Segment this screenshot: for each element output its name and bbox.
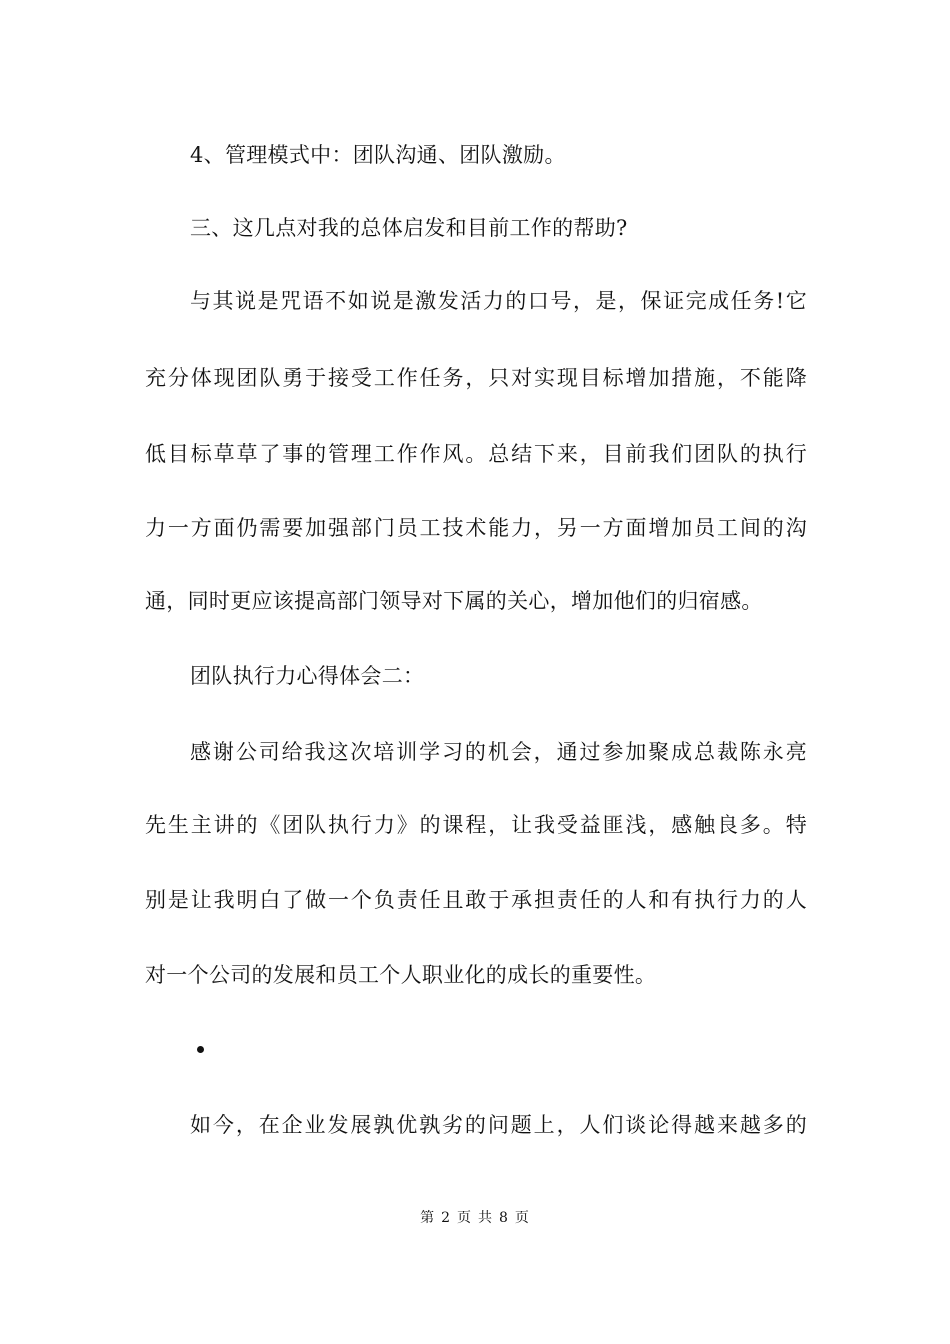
footer-di: 第 <box>420 1210 436 1226</box>
section-heading: 三、这几点对我的总体启发和目前工作的帮助? <box>190 216 628 240</box>
footer-ye: 页 <box>457 1210 472 1226</box>
paragraph-line: 先生主讲的《团队执行力》的课程，让我受益匪浅，感触良多。特 <box>145 813 807 837</box>
section-heading: 团队执行力心得体会二： <box>190 664 425 688</box>
footer-ye2: 页 <box>514 1210 530 1226</box>
paragraph-line: 感谢公司给我这次培训学习的机会，通过参加聚成总裁陈永亮 <box>190 740 807 764</box>
paragraph-line: 充分体现团队勇于接受工作任务，只对实现目标增加措施，不能降 <box>145 366 807 390</box>
paragraph-line: 别是让我明白了做一个负责任且敢于承担责任的人和有执行力的人 <box>145 888 807 912</box>
paragraph-line: 通，同时更应该提高部门领导对下属的关心，增加他们的归宿感。 <box>145 589 763 613</box>
footer-total-pages: 8 <box>499 1210 509 1226</box>
paragraph-line: 4、管理模式中：团队沟通、团队激励。 <box>190 143 566 167</box>
paragraph-line: 力一方面仍需要加强部门员工技术能力，另一方面增加员工间的沟 <box>145 516 807 540</box>
page-footer <box>0 1208 950 1228</box>
paragraph-line: 与其说是咒语不如说是激发活力的口号，是，保证完成任务!它 <box>190 289 807 313</box>
footer-gong: 共 <box>478 1210 493 1226</box>
paragraph-line: 如今，在企业发展孰优孰劣的问题上，人们谈论得越来越多的 <box>190 1113 807 1137</box>
bullet-dot <box>197 1046 204 1053</box>
paragraph-line: 对一个公司的发展和员工个人职业化的成长的重要性。 <box>145 963 657 987</box>
paragraph-line: 低目标草草了事的管理工作作风。总结下来，目前我们团队的执行 <box>145 442 807 466</box>
footer-current-page: 2 <box>441 1210 451 1226</box>
